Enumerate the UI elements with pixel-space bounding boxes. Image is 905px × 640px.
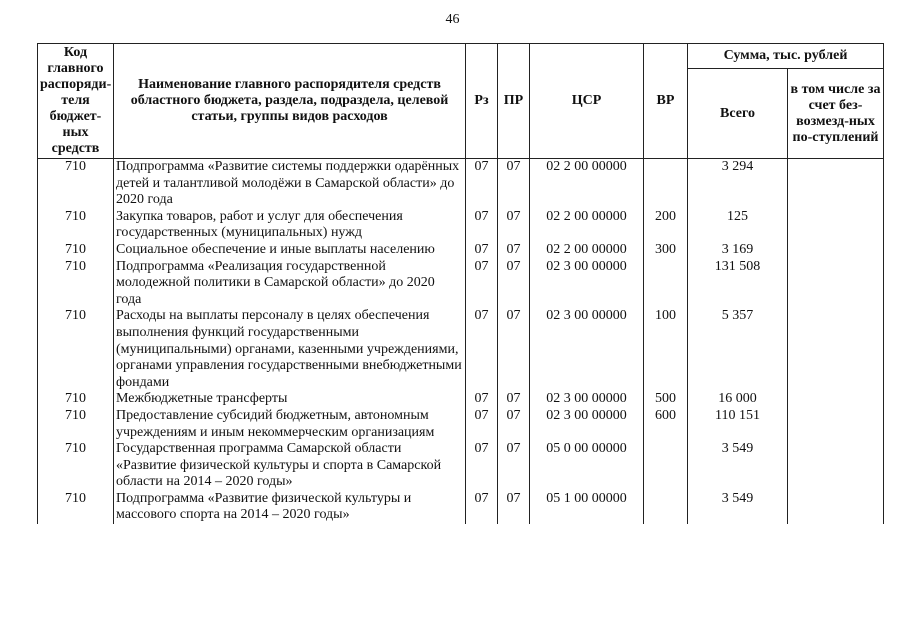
row-incl xyxy=(788,308,884,391)
row-csr: 02 3 00 00000 xyxy=(530,259,644,309)
row-total: 3 294 xyxy=(688,159,788,209)
row-pr: 07 xyxy=(498,209,530,242)
row-incl xyxy=(788,408,884,441)
row-vr: 200 xyxy=(644,209,688,242)
row-code: 710 xyxy=(38,259,114,309)
row-name: Межбюджетные трансферты xyxy=(114,391,466,408)
row-rz: 07 xyxy=(466,441,498,491)
table-row xyxy=(38,259,884,309)
row-pr: 07 xyxy=(498,308,530,391)
row-incl xyxy=(788,209,884,242)
row-total: 125 xyxy=(688,209,788,242)
row-rz: 07 xyxy=(466,242,498,259)
row-rz: 07 xyxy=(466,159,498,209)
row-pr: 07 xyxy=(498,491,530,524)
row-csr: 05 0 00 00000 xyxy=(530,441,644,491)
table-row xyxy=(38,408,884,441)
row-incl xyxy=(788,491,884,524)
row-total: 16 000 xyxy=(688,391,788,408)
row-code: 710 xyxy=(38,391,114,408)
row-vr xyxy=(644,441,688,491)
row-csr: 02 2 00 00000 xyxy=(530,242,644,259)
header-rz: Рз xyxy=(466,44,498,159)
row-name: Подпрограмма «Развитие системы поддержки одарённых детей и талантливой молодёжи в Самарской области» до 2020 года xyxy=(114,159,466,209)
row-pr: 07 xyxy=(498,242,530,259)
row-total: 3 549 xyxy=(688,441,788,491)
page-number: 46 xyxy=(445,12,460,27)
row-total: 3 169 xyxy=(688,242,788,259)
row-vr xyxy=(644,259,688,309)
header-row-1 xyxy=(38,44,884,69)
table-row xyxy=(38,209,884,242)
row-incl xyxy=(788,259,884,309)
table-row xyxy=(38,308,884,391)
row-rz: 07 xyxy=(466,491,498,524)
row-vr: 100 xyxy=(644,308,688,391)
row-vr: 300 xyxy=(644,242,688,259)
row-code: 710 xyxy=(38,308,114,391)
row-code: 710 xyxy=(38,491,114,524)
row-incl xyxy=(788,441,884,491)
table-row xyxy=(38,391,884,408)
row-total: 5 357 xyxy=(688,308,788,391)
header-incl: в том числе за счет без-возмезд-ных по-ступлений xyxy=(788,69,884,159)
row-total: 131 508 xyxy=(688,259,788,309)
row-name: Социальное обеспечение и иные выплаты населению xyxy=(114,242,466,259)
row-code: 710 xyxy=(38,408,114,441)
row-code: 710 xyxy=(38,441,114,491)
row-vr xyxy=(644,159,688,209)
row-rz: 07 xyxy=(466,209,498,242)
row-incl xyxy=(788,159,884,209)
row-vr: 500 xyxy=(644,391,688,408)
row-pr: 07 xyxy=(498,159,530,209)
row-code: 710 xyxy=(38,209,114,242)
table-row xyxy=(38,491,884,524)
header-name: Наименование главного распорядителя средств областного бюджета, раздела, подраздела, целевой статьи, группы видов расходов xyxy=(114,44,466,159)
table-row xyxy=(38,242,884,259)
header-pr: ПР xyxy=(498,44,530,159)
row-vr: 600 xyxy=(644,408,688,441)
row-csr: 02 2 00 00000 xyxy=(530,159,644,209)
header-vr: ВР xyxy=(644,44,688,159)
row-pr: 07 xyxy=(498,441,530,491)
row-csr: 02 2 00 00000 xyxy=(530,209,644,242)
row-name: Государственная программа Самарской области «Развитие физической культуры и спорта в Самарской области на 2014 – 2020 годы» xyxy=(114,441,466,491)
row-incl xyxy=(788,242,884,259)
row-name: Подпрограмма «Развитие физической культуры и массового спорта на 2014 – 2020 годы» xyxy=(114,491,466,524)
row-vr xyxy=(644,491,688,524)
header-csr: ЦСР xyxy=(530,44,644,159)
row-total: 3 549 xyxy=(688,491,788,524)
row-pr: 07 xyxy=(498,408,530,441)
table-row xyxy=(38,441,884,491)
row-rz: 07 xyxy=(466,391,498,408)
header-total: Всего xyxy=(688,69,788,159)
row-name: Расходы на выплаты персоналу в целях обеспечения выполнения функций государственными (муниципальными) органами, казенными учреждениями, органами управления государственными внебюджетными фондами xyxy=(114,308,466,391)
row-name: Подпрограмма «Реализация государственной молодежной политики в Самарской области» до 2020 года xyxy=(114,259,466,309)
row-csr: 05 1 00 00000 xyxy=(530,491,644,524)
row-name: Закупка товаров, работ и услуг для обеспечения государственных (муниципальных) нужд xyxy=(114,209,466,242)
row-pr: 07 xyxy=(498,259,530,309)
row-rz: 07 xyxy=(466,259,498,309)
row-rz: 07 xyxy=(466,308,498,391)
budget-table xyxy=(37,43,884,524)
header-sum: Сумма, тыс. рублей xyxy=(688,44,884,69)
row-csr: 02 3 00 00000 xyxy=(530,308,644,391)
row-csr: 02 3 00 00000 xyxy=(530,408,644,441)
row-csr: 02 3 00 00000 xyxy=(530,391,644,408)
header-code: Код главного распоряди-теля бюджет-ных средств xyxy=(38,44,114,159)
row-rz: 07 xyxy=(466,408,498,441)
row-pr: 07 xyxy=(498,391,530,408)
row-incl xyxy=(788,391,884,408)
row-code: 710 xyxy=(38,159,114,209)
row-name: Предоставление субсидий бюджетным, автономным учреждениям и иным некоммерческим организациям xyxy=(114,408,466,441)
table-row xyxy=(38,159,884,209)
row-total: 110 151 xyxy=(688,408,788,441)
row-code: 710 xyxy=(38,242,114,259)
